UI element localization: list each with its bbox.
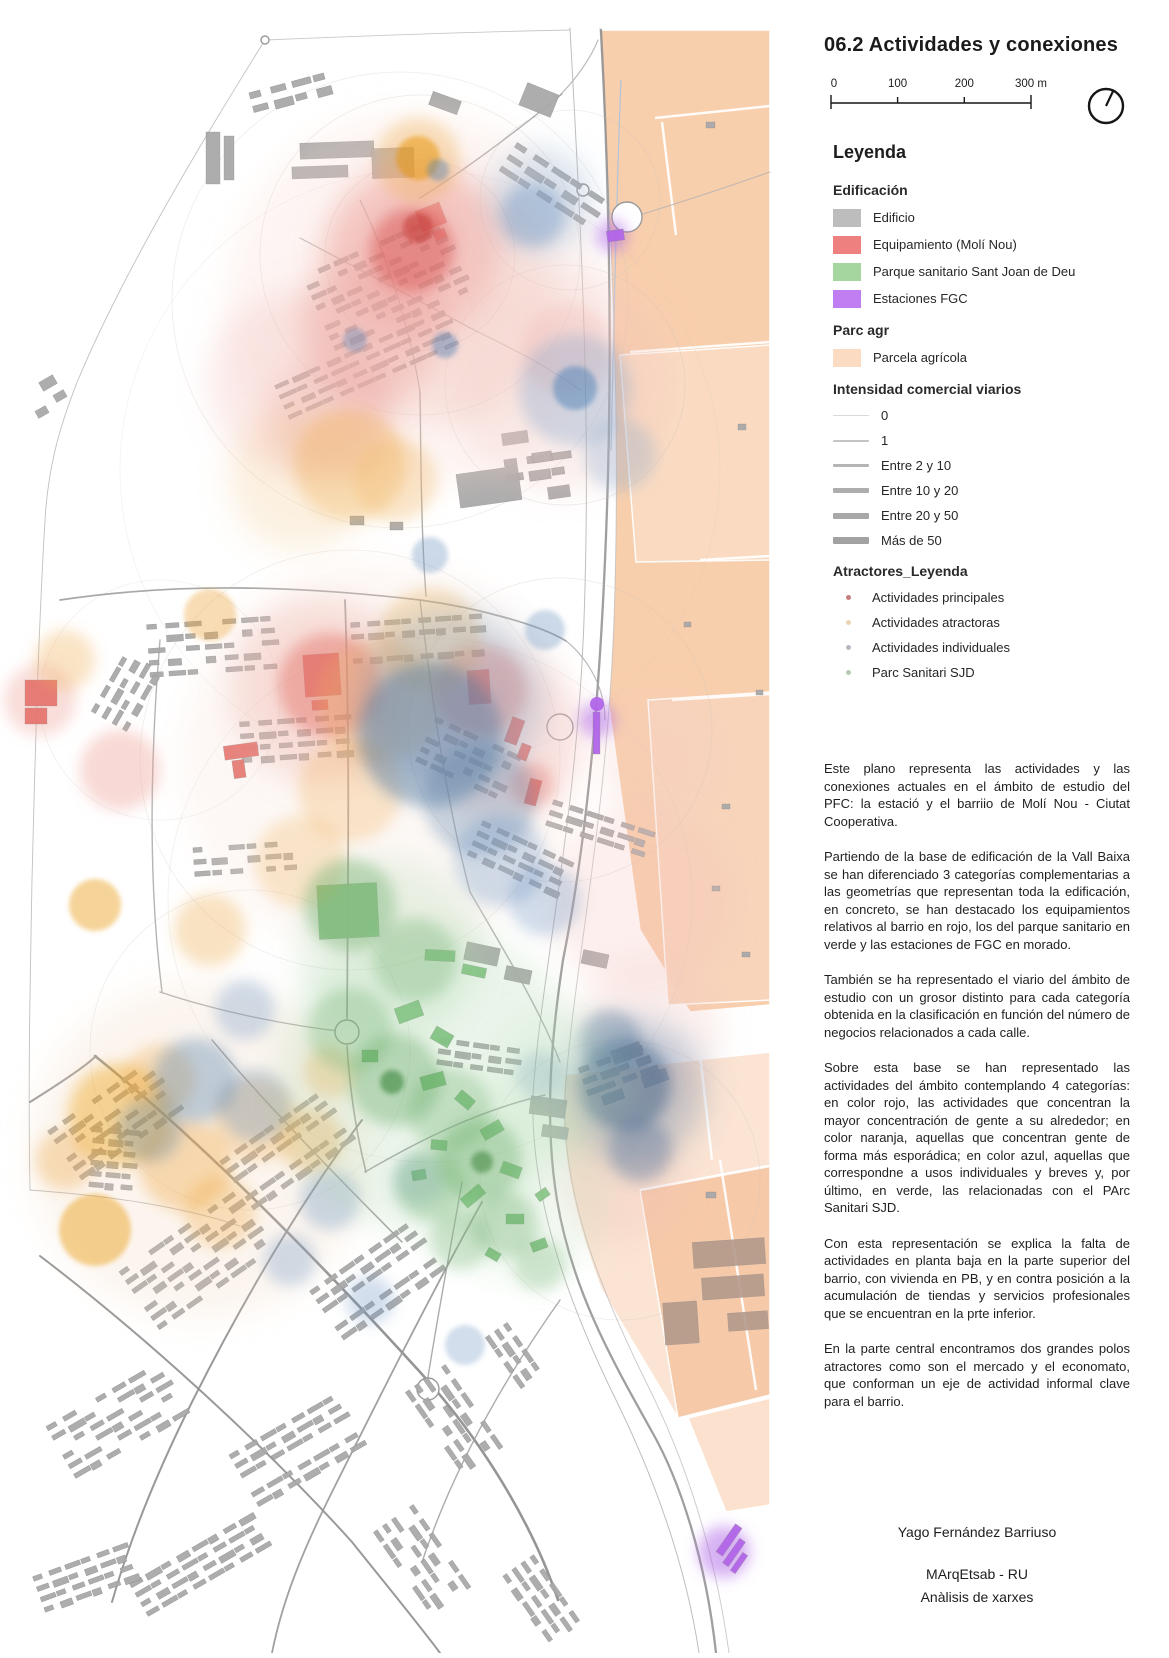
footer-course: Anàlisis de xarxes xyxy=(920,1589,1034,1605)
scale-tick-label: 300 m xyxy=(1015,78,1047,90)
attractor-dot xyxy=(846,645,851,650)
road-width-sample xyxy=(833,513,869,519)
footer-author: Yago Fernández Barriuso xyxy=(897,1524,1057,1540)
legend-item-label: Entre 10 y 20 xyxy=(881,483,959,498)
footer-school: MArqEtsab - RU xyxy=(926,1566,1028,1582)
legend-item xyxy=(833,503,1133,528)
legend-sections xyxy=(833,172,1133,685)
road-width-sample xyxy=(833,464,869,467)
legend-heading: Leyenda xyxy=(833,142,907,162)
legend-swatch xyxy=(833,263,861,281)
legend-item-label: 1 xyxy=(881,433,889,448)
attractor-dot xyxy=(846,620,851,625)
legend-item xyxy=(833,453,1133,478)
legend-item xyxy=(833,660,1133,685)
legend-item-label: Entre 2 y 10 xyxy=(881,458,952,473)
body-paragraph: También se ha representado el viario del ámbito de estudio con un grosor distinto para cada categoría obtenida en la clasificación en función del número de negocios relacionados a cada calle. xyxy=(824,972,1130,1040)
legend-item xyxy=(833,231,1133,258)
scale-tick-label: 100 xyxy=(888,78,908,90)
legend-section-title: Atractores_Leyenda xyxy=(833,563,968,579)
legend-item xyxy=(833,610,1133,635)
legend-swatch xyxy=(833,209,861,227)
attractor-dot xyxy=(846,670,851,675)
legend-item-label: Equipamiento (Molí Nou) xyxy=(873,237,1017,252)
legend-item xyxy=(833,285,1133,312)
legend-item xyxy=(833,478,1133,503)
scale-tick-label: 200 xyxy=(954,78,974,90)
legend-section-title: Intensidad comercial viarios xyxy=(833,381,1022,397)
legend-item-label: Actividades atractoras xyxy=(872,615,1000,630)
legend-item-label: Parc Sanitari SJD xyxy=(872,665,975,680)
page-title: 06.2 Actividades y conexiones xyxy=(824,34,1119,56)
legend-item-label: 0 xyxy=(881,408,889,423)
north-arrow-icon xyxy=(1084,84,1128,133)
attractor-dot xyxy=(846,595,851,600)
body-paragraph: Con esta representación se explica la falta de actividades en planta baja en la parte superior del barrio, con vivienda en PB, y en contra posición a la acumulación de tiendas y servicios profesionales que se encuentran en la prte inferior. xyxy=(824,1235,1130,1321)
body-paragraph: Este plano representa las actividades y las conexiones actuales en el ámbito de estudio del PFC: la estació y el barriio de Molí Nou - Ciutat Cooperativa. xyxy=(824,761,1130,829)
legend-section-title: Parc agr xyxy=(833,322,890,338)
legend-item xyxy=(833,258,1133,285)
body-text xyxy=(824,760,1130,1428)
legend-item xyxy=(833,344,1133,371)
legend-item-label: Actividades individuales xyxy=(872,640,1011,655)
body-paragraph: Partiendo de la base de edificación de la Vall Baixa se han diferenciado 3 categorías complementarias a las geometrías que representan toda la edificación, en concreto, se han destacado los equipamientos relativos al barrio en rojo, los del parque sanitario en verde y las estaciones de FGC en morado. xyxy=(824,849,1130,952)
legend-section-title: Edificación xyxy=(833,182,908,198)
legend-swatch xyxy=(833,236,861,254)
legend-item xyxy=(833,528,1133,553)
legend-item-label: Actividades principales xyxy=(872,590,1005,605)
road-width-sample xyxy=(833,537,869,545)
scale-bar xyxy=(828,74,1068,119)
road-width-sample xyxy=(833,488,869,493)
body-paragraph: Sobre esta base se han representado las actividades del ámbito contemplando 4 categorías: en color rojo, las actividades que concentran la mayor concentración de gente a su alrededor; en color naranja, aquellas que concentran gente de forma más esporádica; en color azul, aquellas que correspondne a usos individuales y breves y, por último, en verde, las relacionadas con el PArc Sanitari SJD. xyxy=(824,1060,1130,1215)
body-paragraph: En la parte central encontramos dos grandes polos atractores como son el mercado y el economato, que conforman un eje de actividad informal clave para el barrio. xyxy=(824,1341,1130,1409)
legend-item-label: Entre 20 y 50 xyxy=(881,508,959,523)
legend-item xyxy=(833,204,1133,231)
legend-item-label: Estaciones FGC xyxy=(873,291,968,306)
scale-tick-label: 0 xyxy=(830,78,838,90)
legend-item-label: Parcela agrícola xyxy=(873,350,967,365)
legend-swatch xyxy=(833,290,861,308)
legend-swatch xyxy=(833,349,861,367)
legend-item xyxy=(833,403,1133,428)
legend-item xyxy=(833,428,1133,453)
legend-item-label: Más de 50 xyxy=(881,533,942,548)
road-width-sample xyxy=(833,440,869,442)
legend-item-label: Parque sanitario Sant Joan de Deu xyxy=(873,264,1076,279)
road-width-sample xyxy=(833,415,869,416)
legend-item-label: Edificio xyxy=(873,210,915,225)
legend-item xyxy=(833,635,1133,660)
legend-item xyxy=(833,585,1133,610)
